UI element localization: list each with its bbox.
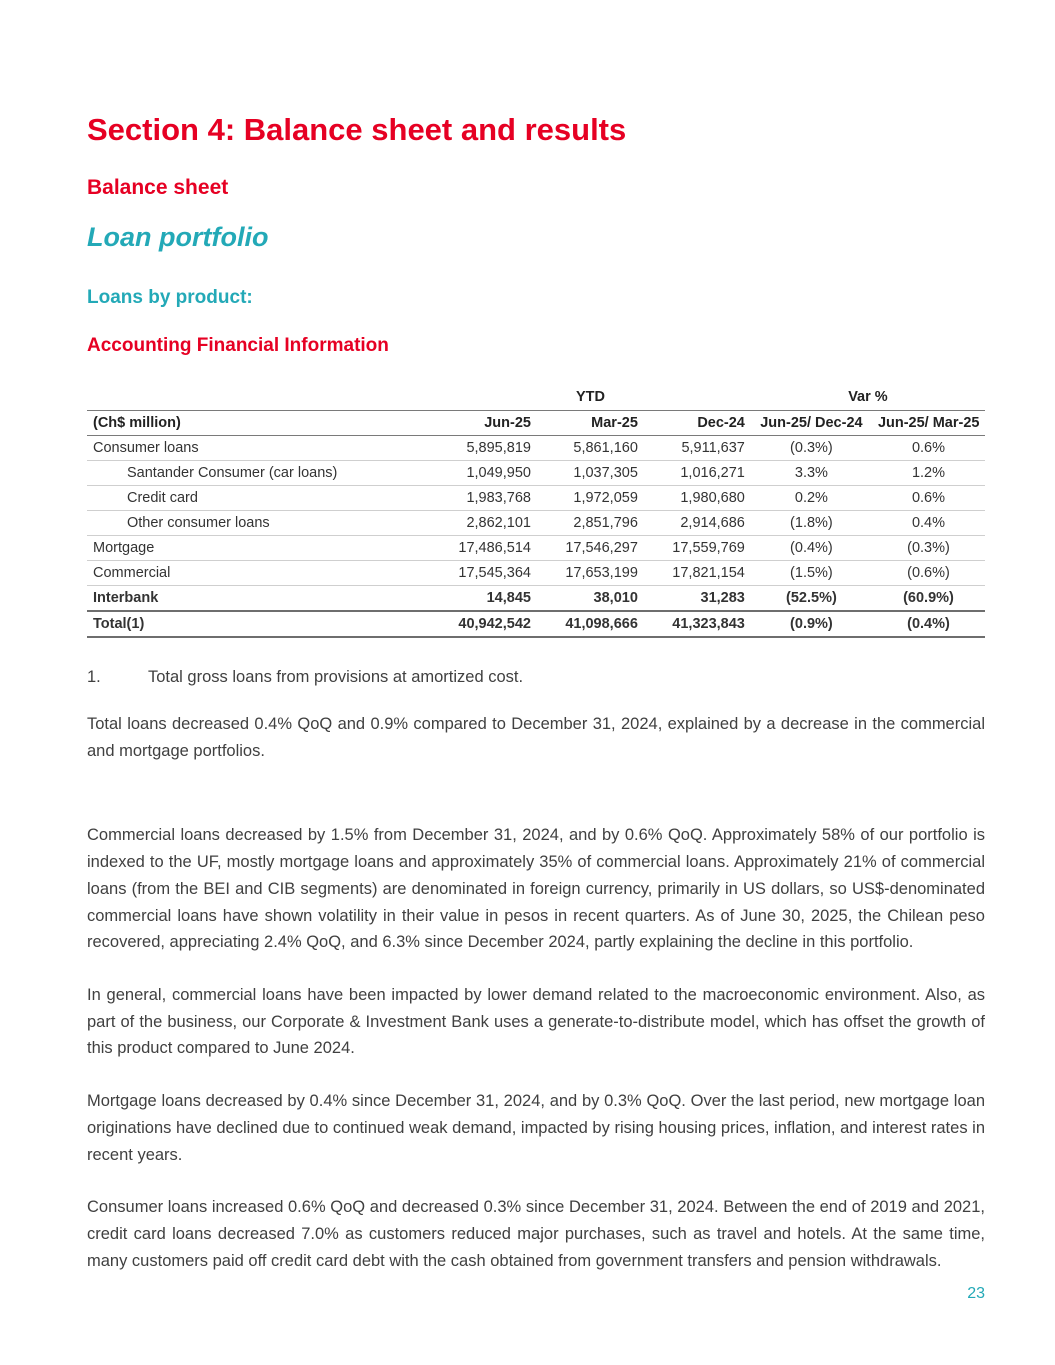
column-header-dec24: Dec-24 [644, 411, 751, 436]
cell-value: 1,049,950 [430, 461, 537, 486]
group-header-ytd: YTD [575, 389, 605, 405]
cell-value: 31,283 [644, 586, 751, 612]
empty-cell [87, 385, 430, 411]
cell-value: 17,486,514 [430, 536, 537, 561]
row-label: Mortgage [87, 536, 430, 561]
cell-value: (0.9%) [751, 611, 872, 637]
cell-value: 1,980,680 [644, 486, 751, 511]
row-label: Interbank [87, 586, 430, 612]
row-label: Consumer loans [87, 436, 430, 461]
table-row [87, 536, 985, 561]
cell-value: (1.8%) [751, 511, 872, 536]
paragraph-mortgage-loans: Mortgage loans decreased by 0.4% since December 31, 2024, and by 0.3% QoQ. Over the last period, new mortgage loan originations have declined due to continued weak demand, impacted by rising housing prices, inflation, and interest rates in recent years. [87, 1092, 985, 1164]
table-group-header-row [87, 385, 985, 411]
cell-value: 0.4% [872, 511, 985, 536]
cell-value: 0.6% [872, 436, 985, 461]
column-header-mar25: Mar-25 [537, 411, 644, 436]
table-row [87, 461, 985, 486]
cell-value: 1,983,768 [430, 486, 537, 511]
cell-value: 40,942,542 [430, 611, 537, 637]
cell-value: 1,037,305 [537, 461, 644, 486]
paragraph-commercial-loans: Commercial loans decreased by 1.5% from December 31, 2024, and by 0.6% QoQ. Approximately 58% of our portfolio is indexed to the UF, mostly mortgage loans and approximately 35% of commercial loans. Approximately 21% of commercial loans (from the BEI and CIB segments) are denominated in foreign currency, primarily in US dollars, so US$-denominated commercial loans have shown volatility in their value in pesos in recent quarters. As of June 30, 2025, the Chilean peso recovered, appreciating 2.4% QoQ, and 6.3% since December 2024, partly explaining the decline in this portfolio. [87, 826, 985, 952]
footnote [87, 668, 985, 687]
group-header-var: Var % [848, 389, 888, 405]
paragraph-total-loans: Total loans decreased 0.4% QoQ and 0.9% compared to December 31, 2024, explained by a decrease in the commercial and mortgage portfolios. [87, 715, 985, 760]
table-row [87, 611, 985, 637]
cell-value: 17,546,297 [537, 536, 644, 561]
cell-value: (0.3%) [751, 436, 872, 461]
cell-value: (1.5%) [751, 561, 872, 586]
loan-table-body [87, 436, 985, 638]
cell-value: 2,862,101 [430, 511, 537, 536]
row-label: Credit card [87, 486, 430, 511]
column-header-jun25-dec24: Jun-25/ Dec-24 [751, 411, 872, 436]
cell-value: 1,016,271 [644, 461, 751, 486]
page-number: 23 [967, 1285, 985, 1302]
column-header-jun25: Jun-25 [430, 411, 537, 436]
cell-value: 2,851,796 [537, 511, 644, 536]
cell-value: 17,653,199 [537, 561, 644, 586]
cell-value: 17,545,364 [430, 561, 537, 586]
cell-value: 41,323,843 [644, 611, 751, 637]
cell-value: 0.6% [872, 486, 985, 511]
loans-by-product-heading: Loans by product: [87, 287, 253, 308]
column-header-unit: (Ch$ million) [87, 411, 430, 436]
footnote-text: Total gross loans from provisions at amortized cost. [148, 668, 524, 686]
balance-sheet-heading: Balance sheet [87, 176, 229, 199]
cell-value: 41,098,666 [537, 611, 644, 637]
table-row [87, 486, 985, 511]
row-label: Other consumer loans [87, 511, 430, 536]
row-label: Total(1) [87, 611, 430, 637]
row-label: Commercial [87, 561, 430, 586]
table-row [87, 586, 985, 612]
cell-value: 0.2% [751, 486, 872, 511]
column-header-jun25-mar25: Jun-25/ Mar-25 [872, 411, 985, 436]
cell-value: 38,010 [537, 586, 644, 612]
paragraph-consumer-loans: Consumer loans increased 0.6% QoQ and decreased 0.3% since December 31, 2024. Between the end of 2019 and 2021, credit card loans decreased 7.0% as customers reduced major purchases, such as travel and hotels. At the same time, many customers paid off credit card debt with the cash obtained from government transfers and pension withdrawals. [87, 1198, 985, 1270]
table-row [87, 436, 985, 461]
footnote-number: 1. [87, 668, 101, 686]
cell-value: (0.6%) [872, 561, 985, 586]
cell-value: 2,914,686 [644, 511, 751, 536]
section-title: Section 4: Balance sheet and results [87, 112, 627, 147]
cell-value: (60.9%) [872, 586, 985, 612]
loan-portfolio-heading: Loan portfolio [87, 222, 269, 252]
cell-value: (52.5%) [751, 586, 872, 612]
cell-value: 14,845 [430, 586, 537, 612]
body-copy [87, 711, 985, 1275]
table-header-row [87, 411, 985, 436]
loan-portfolio-table [87, 385, 985, 638]
table-row [87, 511, 985, 536]
cell-value: 5,895,819 [430, 436, 537, 461]
row-label: Santander Consumer (car loans) [87, 461, 430, 486]
accounting-info-heading: Accounting Financial Information [87, 335, 389, 356]
cell-value: 3.3% [751, 461, 872, 486]
cell-value: 17,821,154 [644, 561, 751, 586]
cell-value: (0.3%) [872, 536, 985, 561]
cell-value: 1,972,059 [537, 486, 644, 511]
cell-value: 5,911,637 [644, 436, 751, 461]
cell-value: (0.4%) [872, 611, 985, 637]
table-row [87, 561, 985, 586]
cell-value: (0.4%) [751, 536, 872, 561]
cell-value: 5,861,160 [537, 436, 644, 461]
cell-value: 1.2% [872, 461, 985, 486]
cell-value: 17,559,769 [644, 536, 751, 561]
paragraph-commercial-demand: In general, commercial loans have been impacted by lower demand related to the macroeconomic environment. Also, as part of the business, our Corporate & Investment Bank uses a generate-to-distribute model, which has offset the growth of this product compared to June 2024. [87, 986, 985, 1058]
